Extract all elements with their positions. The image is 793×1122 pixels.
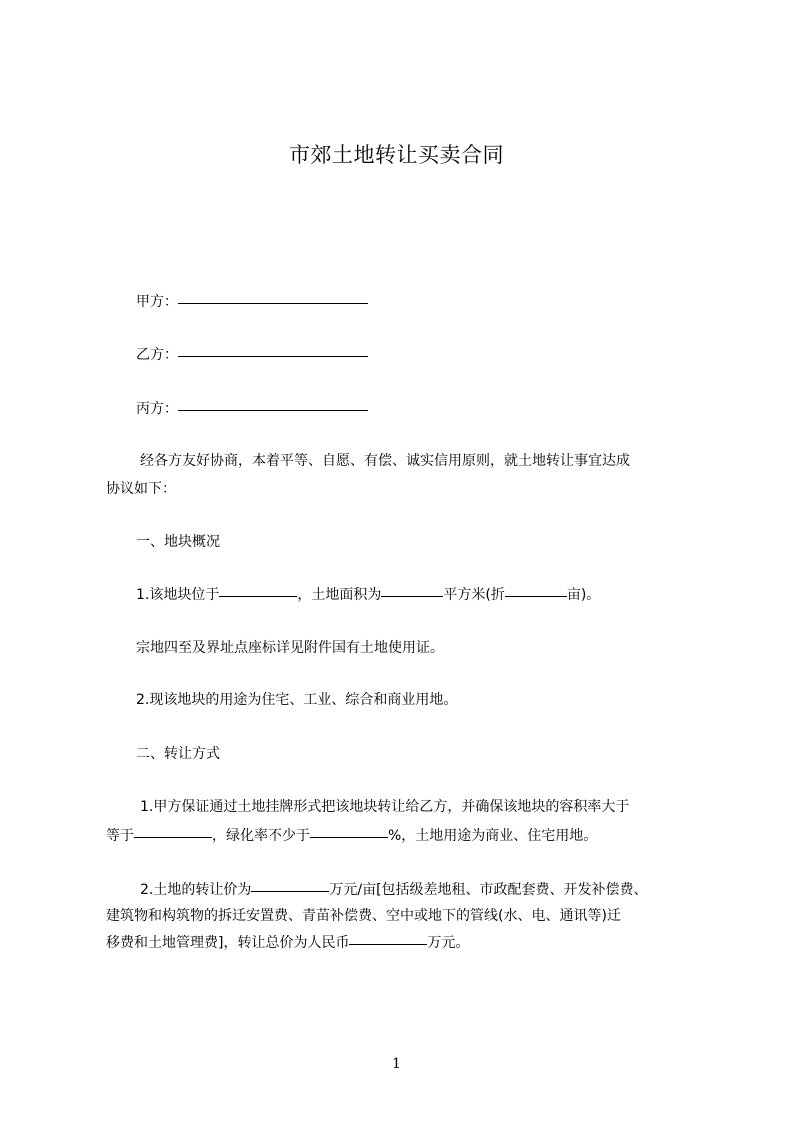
section-1-item-1 — [136, 584, 600, 605]
section-2-item-2-line-3 — [106, 932, 469, 953]
price-per-mu-blank — [251, 877, 329, 892]
green-rate-blank — [310, 823, 388, 838]
item-1-line-2-text-c: %，土地用途为商业、住宅用地。 — [388, 828, 598, 844]
item-2-line-1-text-a: 2.土地的转让价为 — [140, 882, 252, 898]
intro-paragraph-line-1: 经各方友好协商，本着平等、自愿、有偿、诚实信用原则，就土地转让事宜达成 — [140, 453, 630, 469]
party-c-label: 丙方： — [136, 401, 178, 417]
section-2-item-2-line-2: 建筑物和构筑物的拆迁安置费、青苗补偿费、空中或地下的管线(水、电、通讯等)迁 — [106, 908, 621, 924]
item-2-line-3-text-b: 万元。 — [427, 935, 470, 951]
item-1-line-2-text-a: 等于 — [106, 828, 134, 844]
item-1-text-c: 平方米(折 — [443, 587, 505, 603]
section-2-item-2-line-1 — [140, 879, 648, 900]
party-b-blank — [178, 342, 368, 357]
party-c-line — [136, 398, 368, 419]
section-1-heading: 一、地块概况 — [136, 534, 220, 550]
section-1-note: 宗地四至及界址点座标详见附件国有土地使用证。 — [136, 640, 444, 656]
party-a-line — [136, 291, 368, 312]
item-1-text-d: 亩)。 — [566, 587, 601, 603]
mu-blank — [505, 582, 567, 597]
section-2-item-1-line-1: 1.甲方保证通过土地挂牌形式把该地块转让给乙方，并确保该地块的容积率大于 — [140, 799, 630, 815]
item-2-line-1-text-b: 万元/亩[包括级差地租、市政配套费、开发补偿费、 — [329, 882, 648, 898]
section-1-item-2: 2.现该地块的用途为住宅、工业、综合和商业用地。 — [136, 692, 458, 708]
party-a-label: 甲方： — [136, 294, 178, 310]
item-1-text-a: 1.该地块位于 — [136, 587, 220, 603]
item-1-text-b: ，土地面积为 — [297, 587, 382, 603]
plot-ratio-blank — [134, 823, 212, 838]
item-1-line-2-text-b: ，绿化率不少于 — [212, 828, 310, 844]
location-blank — [219, 582, 297, 597]
section-2-heading: 二、转让方式 — [136, 746, 220, 762]
party-a-blank — [178, 289, 368, 304]
party-b-line — [136, 344, 368, 365]
item-2-line-3-text-a: 移费和土地管理费]，转让总价为人民币 — [106, 935, 350, 951]
party-c-blank — [178, 396, 368, 411]
section-2-item-1-line-2 — [106, 825, 597, 846]
area-blank — [381, 582, 443, 597]
party-b-label: 乙方： — [136, 347, 178, 363]
page-title: 市郊土地转让买卖合同 — [289, 143, 504, 167]
total-price-blank — [349, 930, 427, 945]
intro-paragraph-line-2: 协议如下： — [106, 481, 176, 497]
page-number: 1 — [392, 1056, 401, 1072]
